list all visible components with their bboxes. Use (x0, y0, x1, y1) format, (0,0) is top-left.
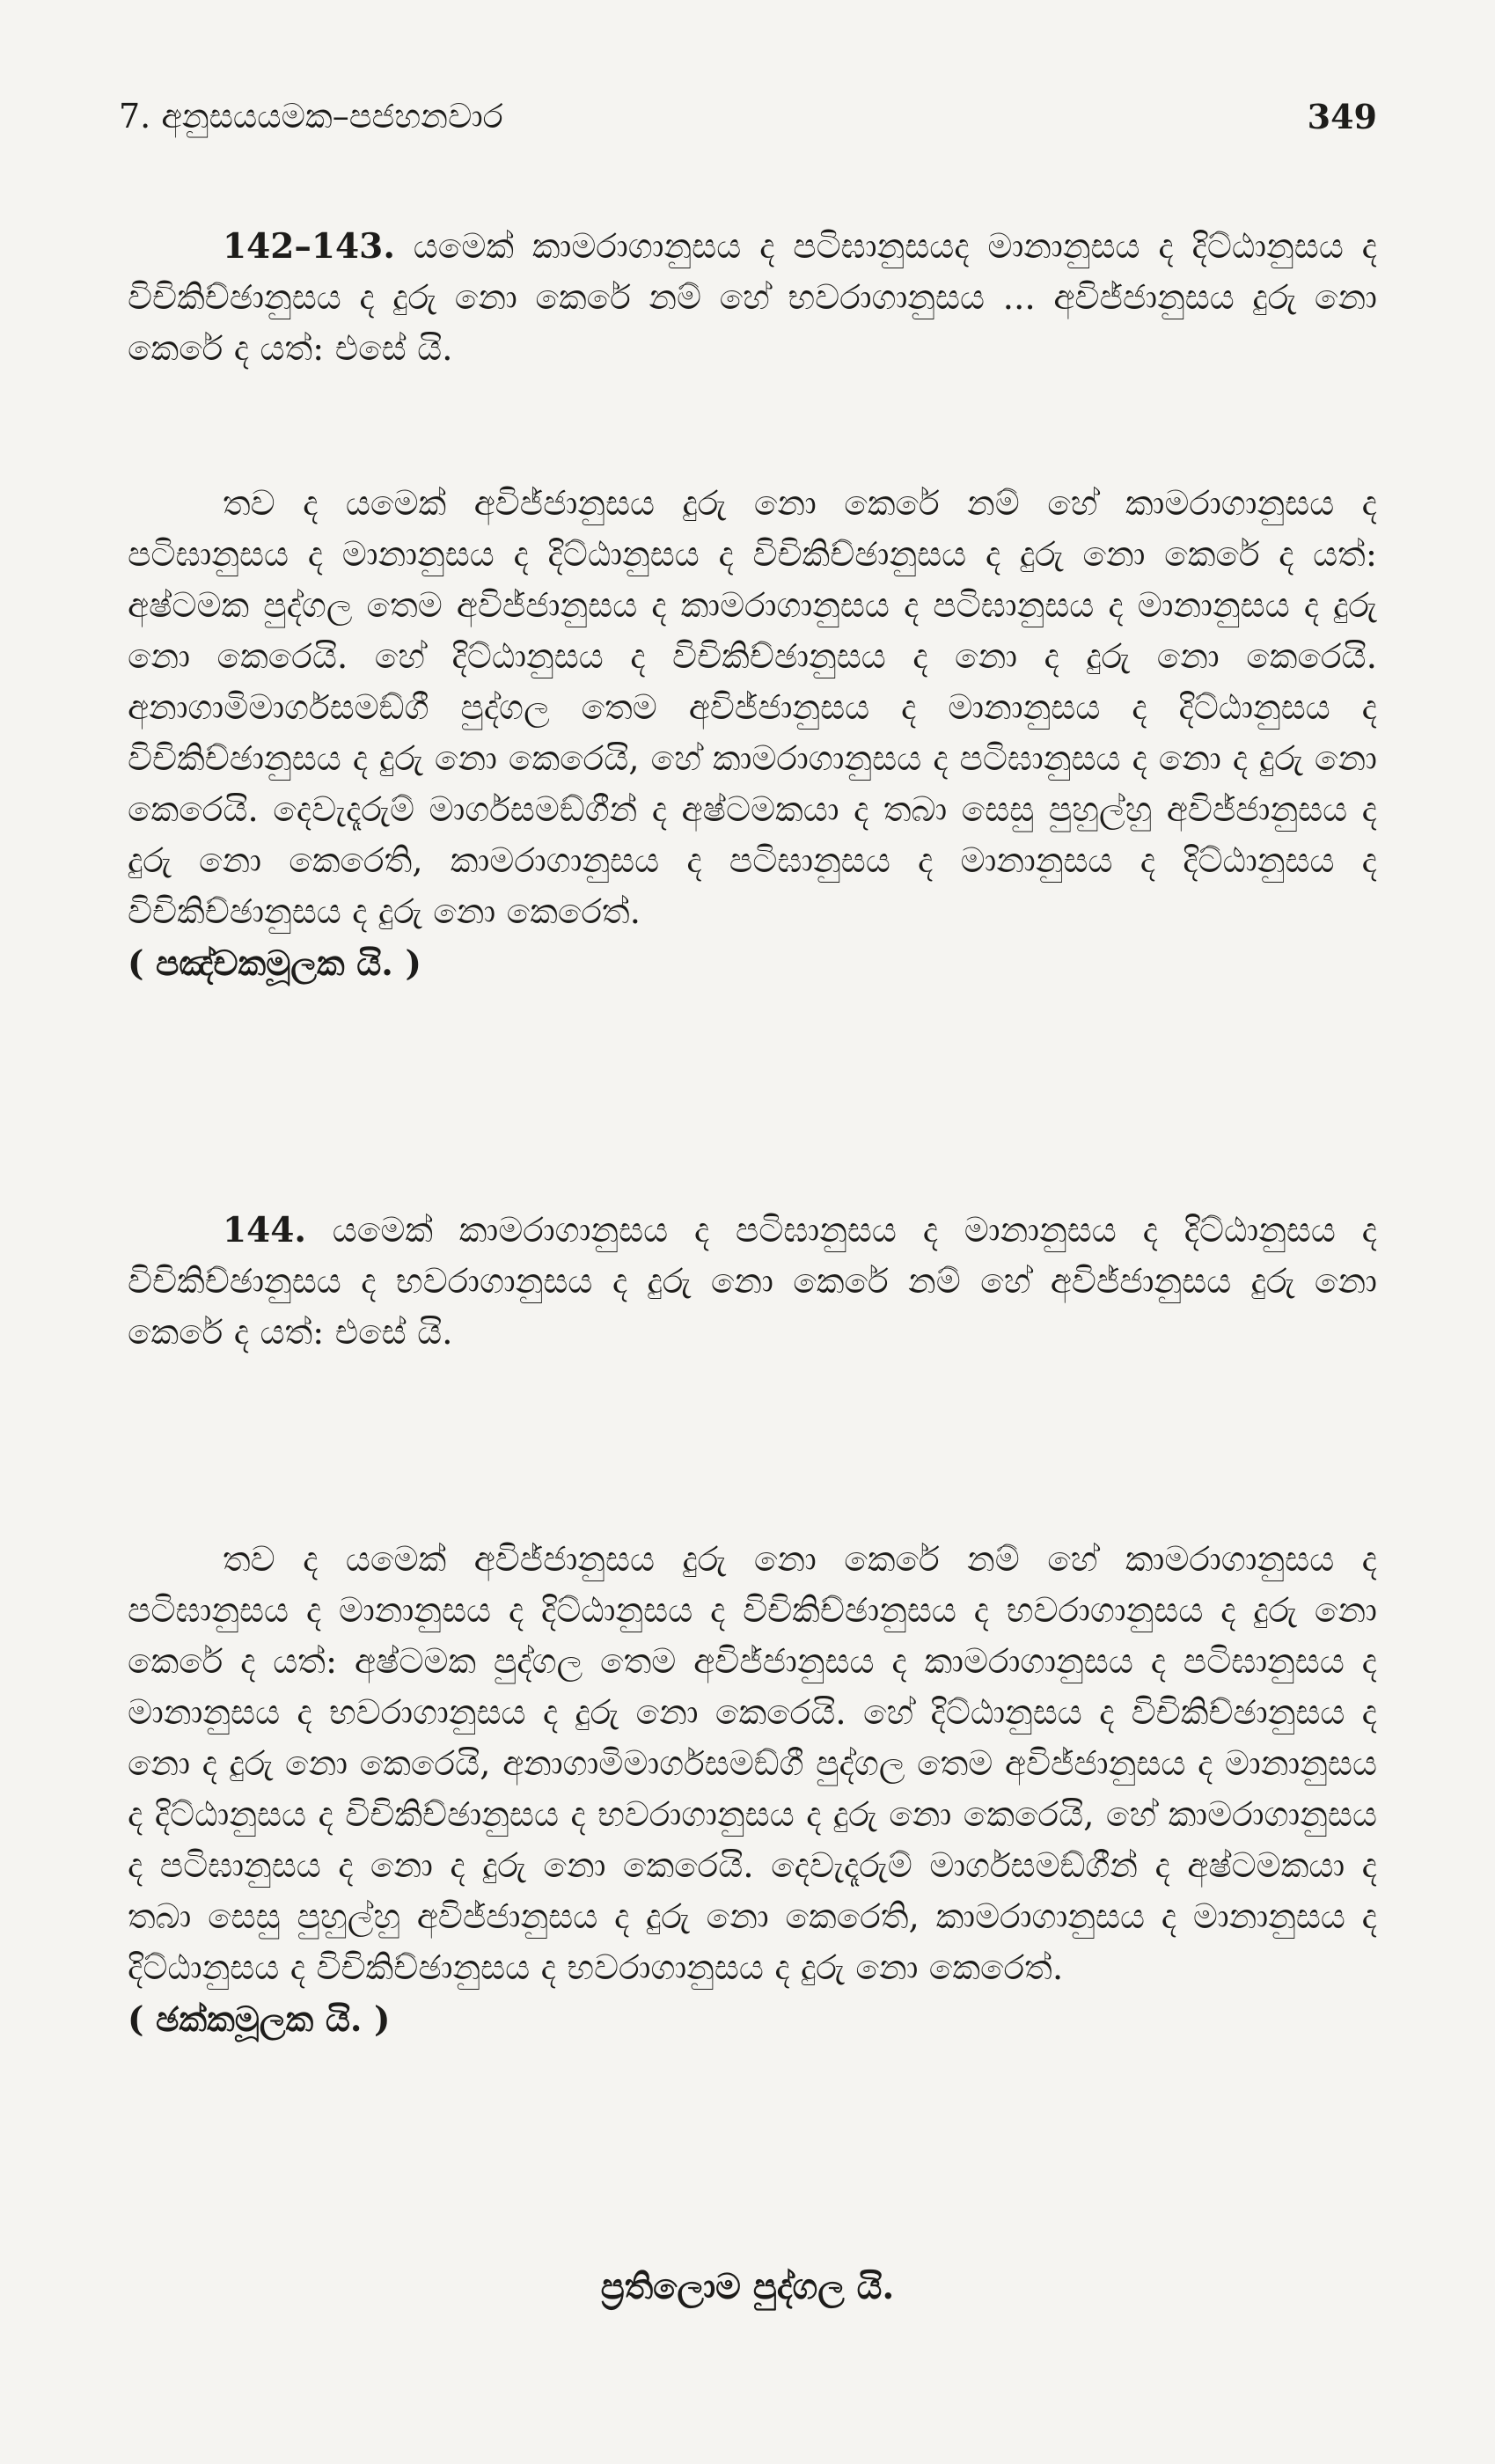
paragraph-text: තව ද යමෙක් අවිජ්ජානුසය දුරු නො කෙරේ නම් හේ කාමරාගානුසය ද පටිඝානුසය ද මානානුසය ද දිට්ඨානුසය ද විචිකිච්ඡානුසය ද භවරාගානුසය ද දුරු නො කෙරේ ද යත්: අෂ්ටමක පුද්ගල තෙම අවිජ්ජානුසය ද කාමරාගානුසය ද පටිඝානුසය ද මානානුසය ද භවරාගානුසය ද දුරු නො කෙරෙයි. හේ දිට්ඨානුසය ද විචිකිච්ඡානුසය ද නො ද දුරු නො කෙරෙයි, අනාගාමිමාර්ගසමඞ්ගී පුද්ගල තෙම අවිජ්ජානුසය ද මානානුසය ද දිට්ඨානුසය ද විචිකිච්ඡානුසය ද භවරාගානුසය ද දුරු නො කෙරෙයි, හේ කාමරාගානුසය ද පටිඝානුසය ද නො ද දුරු නො කෙරෙයි. දෙවැදෑරුම් මාර්ගසමඞ්ගීන් ද අෂ්ටමකයා ද තබා සෙසු පුහුල්හු අවිජ්ජානුසය ද දුරු නො කෙරෙති, කාමරාගානුසය ද මානානුසය ද දිට්ඨානුසය ද විචිකිච්ඡානුසය ද භවරාගානුසය ද දුරු නො කෙරෙත්. (128, 1540, 1377, 1988)
chapter-title: 7. අනුසයයමක–පජහනවාර (119, 97, 503, 136)
paragraph-144 (128, 1205, 1377, 1359)
paragraph-text: තව ද යමෙක් අවිජ්ජානුසය දුරු නො කෙරේ නම් හේ කාමරාගානුසය ද පටිඝානුසය ද මානානුසය ද දිට්ඨානුසය ද විචිකිච්ඡානුසය ද දුරු නො කෙරේ ද යත්: අෂ්ටමක පුද්ගල තෙම අවිජ්ජානුසය ද කාමරාගානුසය ද පටිඝානුසය ද මානානුසය ද දුරු නො කෙරෙයි. හේ දිට්ඨානුසය ද විචිකිච්ඡානුසය ද නො ද දුරු නො කෙරෙයි. අනාගාමිමාර්ගසමඞ්ගී පුද්ගල තෙම අවිජ්ජානුසය ද මානානුසය ද දිට්ඨානුසය ද විචිකිච්ඡානුසය ද දුරු නො කෙරෙයි, හේ කාමරාගානුසය ද පටිඝානුසය ද නො ද දුරු නො කෙරෙයි. දෙවැදෑරුම් මාර්ගසමඞ්ගීන් ද අෂ්ටමකයා ද තබා සෙසු පුහුල්හු අවිජ්ජානුසය ද දුරු නො කෙරෙති, කාමරාගානුසය ද පටිඝානුසය ද මානානුසය ද දිට්ඨානුසය ද විචිකිච්ඡානුසය ද දුරු නො කෙරෙත්. (128, 484, 1377, 932)
section-closing-title: ප්‍රතිලොම පුද්ගල යි. (600, 2266, 895, 2307)
section-note: ( ඡක්කමූලක යි. ) (128, 1999, 391, 2040)
page-number: 349 (1307, 97, 1377, 136)
paragraph-142-143 (128, 221, 1377, 375)
running-header (119, 97, 1377, 150)
section-note: ( පඤ්චකමූලක යි. ) (128, 943, 421, 984)
paragraph-text: යමෙක් කාමරාගානුසය ද පටිඝානුසය ද මානානුසය ද දිට්ඨානුසය ද විචිකිච්ඡානුසය ද භවරාගානුසය ද දුරු නො කෙරේ නම් හේ අවිජ්ජානුසය දුරු නො කෙරේ ද යත්: එසේ යි. (128, 1211, 1377, 1353)
paragraph-142-143-continued (128, 479, 1377, 989)
paragraph-number: 142–143. (223, 226, 395, 267)
paragraph-text: යමෙක් කාමරාගානුසය ද පටිඝානුසයද මානානුසය ද දිට්ඨානුසය ද විචිකිච්ඡානුසය ද දුරු නො කෙරේ නම් හේ භවරාගානුසය ... අවිජ්ජානුසය දුරු නො කෙරේ ද යත්: එසේ යි. (128, 227, 1377, 369)
paragraph-number: 144. (223, 1210, 306, 1250)
paragraph-144-continued (128, 1535, 1377, 2045)
